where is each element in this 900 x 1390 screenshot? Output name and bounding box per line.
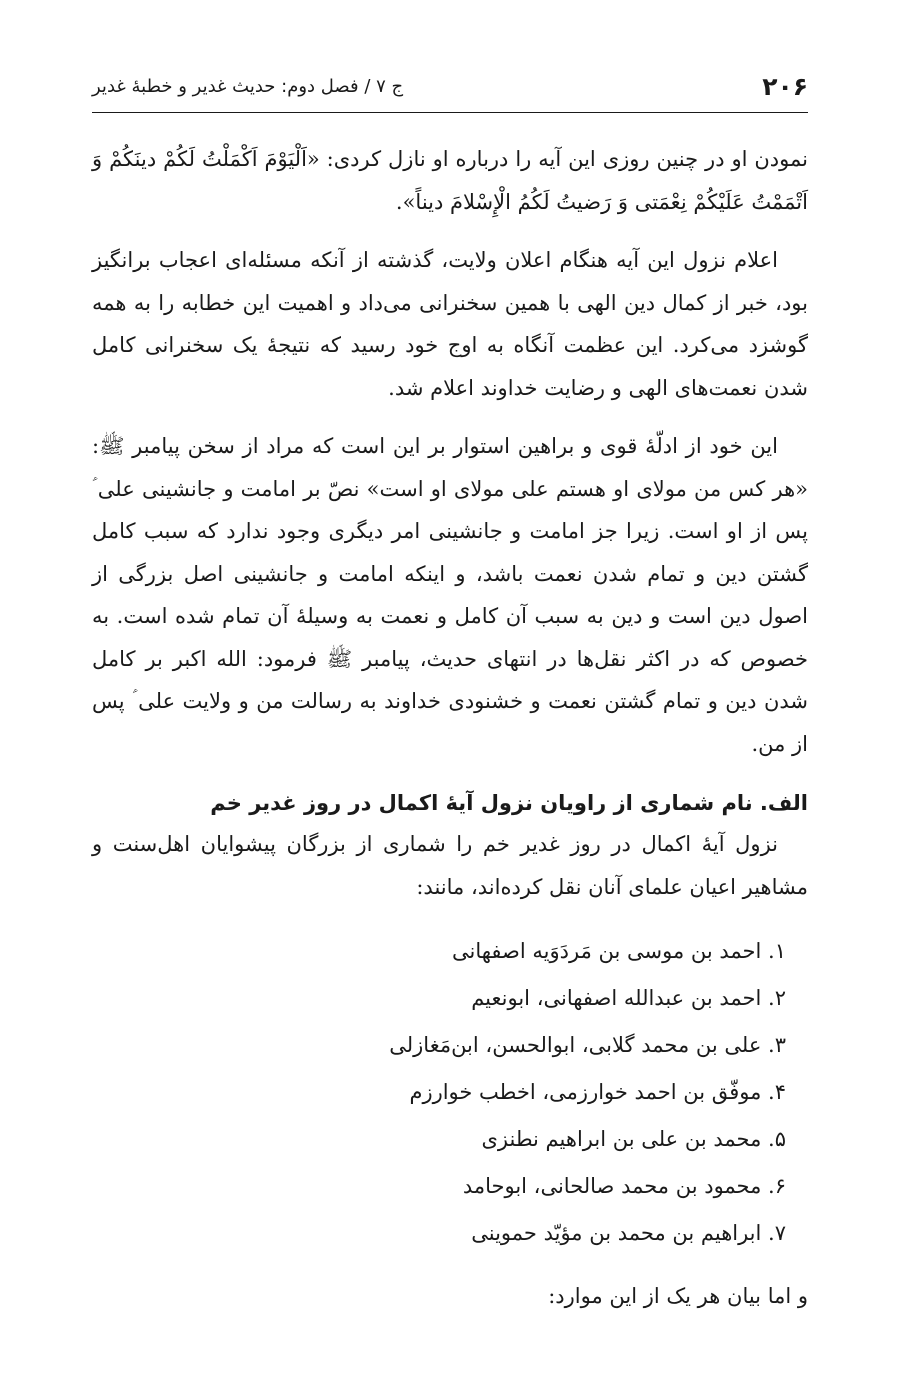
running-title: ج ۷ / فصل دوم: حدیث غدیر و خطبهٔ غدیر: [92, 76, 404, 97]
page-body: [92, 138, 808, 1318]
paragraph: این خود از ادلّهٔ قوی و براهین استوار بر این است که مراد از سخن پیامبر ﷺ: «هر کس من مولای او هستم علی مولای او است» نصّ بر امامت و جانشینی علی ؑ پس از او است. زیرا جز امامت و جانشینی امر دیگری وجود ندارد که سبب کامل گشتن دین و تمام شدن نعمت باشد، و اینکه امامت و جانشینی اصل بزرگی از اصول دین است و دین به سبب آن کامل و نعمت به وسیلهٔ آن تمام شده است. به خصوص که در اکثر نقل‌ها در انتهای حدیث، پیامبر ﷺ فرمود: الله اکبر بر کامل شدن دین و تمام گشتن نعمت و خشنودی خداوند به رسالت من و ولایت علی ؑ پس از من.: [92, 434, 808, 756]
list-item: ۱. احمد بن موسی بن مَردَوَیه اصفهانی: [452, 939, 786, 963]
list-item: ۵. محمد بن علی بن ابراهیم نطنزی: [481, 1127, 786, 1151]
paragraph: نمودن او در چنین روزی این آیه را درباره او نازل کردی: «اَلْیَوْمَ اَکْمَلْتُ لَکُمْ دینَکُمْ وَ اَتْمَمْتُ عَلَیْکُمْ نِعْمَتی وَ رَضیتُ لَکُمُ الْإِسْلامَ دیناً».: [92, 147, 808, 214]
section-intro: نزول آیهٔ اکمال در روز غدیر خم را شماری از بزرگان پیشوایان اهل‌سنت و مشاهیر اعیان علمای آنان نقل کرده‌اند، مانند:: [92, 832, 808, 899]
section-heading: الف. نام شماری از راویان نزول آیهٔ اکمال در روز غدیر خم: [210, 791, 808, 815]
narrator-list: [92, 928, 808, 1257]
page-header: [92, 72, 808, 113]
list-item: ۷. ابراهیم بن محمد بن مؤیّد حموینی: [471, 1221, 786, 1245]
list-item: ۳. علی بن محمد گلابی، ابوالحسن، ابن‌مَغازلی: [389, 1033, 786, 1057]
paragraph: اعلام نزول این آیه هنگام اعلان ولایت، گذشته از آنکه مسئله‌ای اعجاب برانگیز بود، خبر از کمال دین الهی با همین سخنرانی می‌داد و اهمیت این خطابه را به همه گوشزد می‌کرد. این عظمت آنگاه به اوج خود رسید که نتیجهٔ یک سخنرانی کامل شدن نعمت‌های الهی و رضایت خداوند اعلام شد.: [92, 248, 808, 400]
list-item: ۶. محمود بن محمد صالحانی، ابوحامد: [462, 1174, 786, 1198]
closing-line: و اما بیان هر یک از این موارد:: [548, 1284, 808, 1308]
list-item: ۴. موفّق بن احمد خوارزمی، اخطب خوارزم: [409, 1080, 786, 1104]
list-item: ۲. احمد بن عبدالله اصفهانی، ابونعیم: [471, 986, 786, 1010]
page-number: ۲۰۶: [762, 72, 808, 101]
